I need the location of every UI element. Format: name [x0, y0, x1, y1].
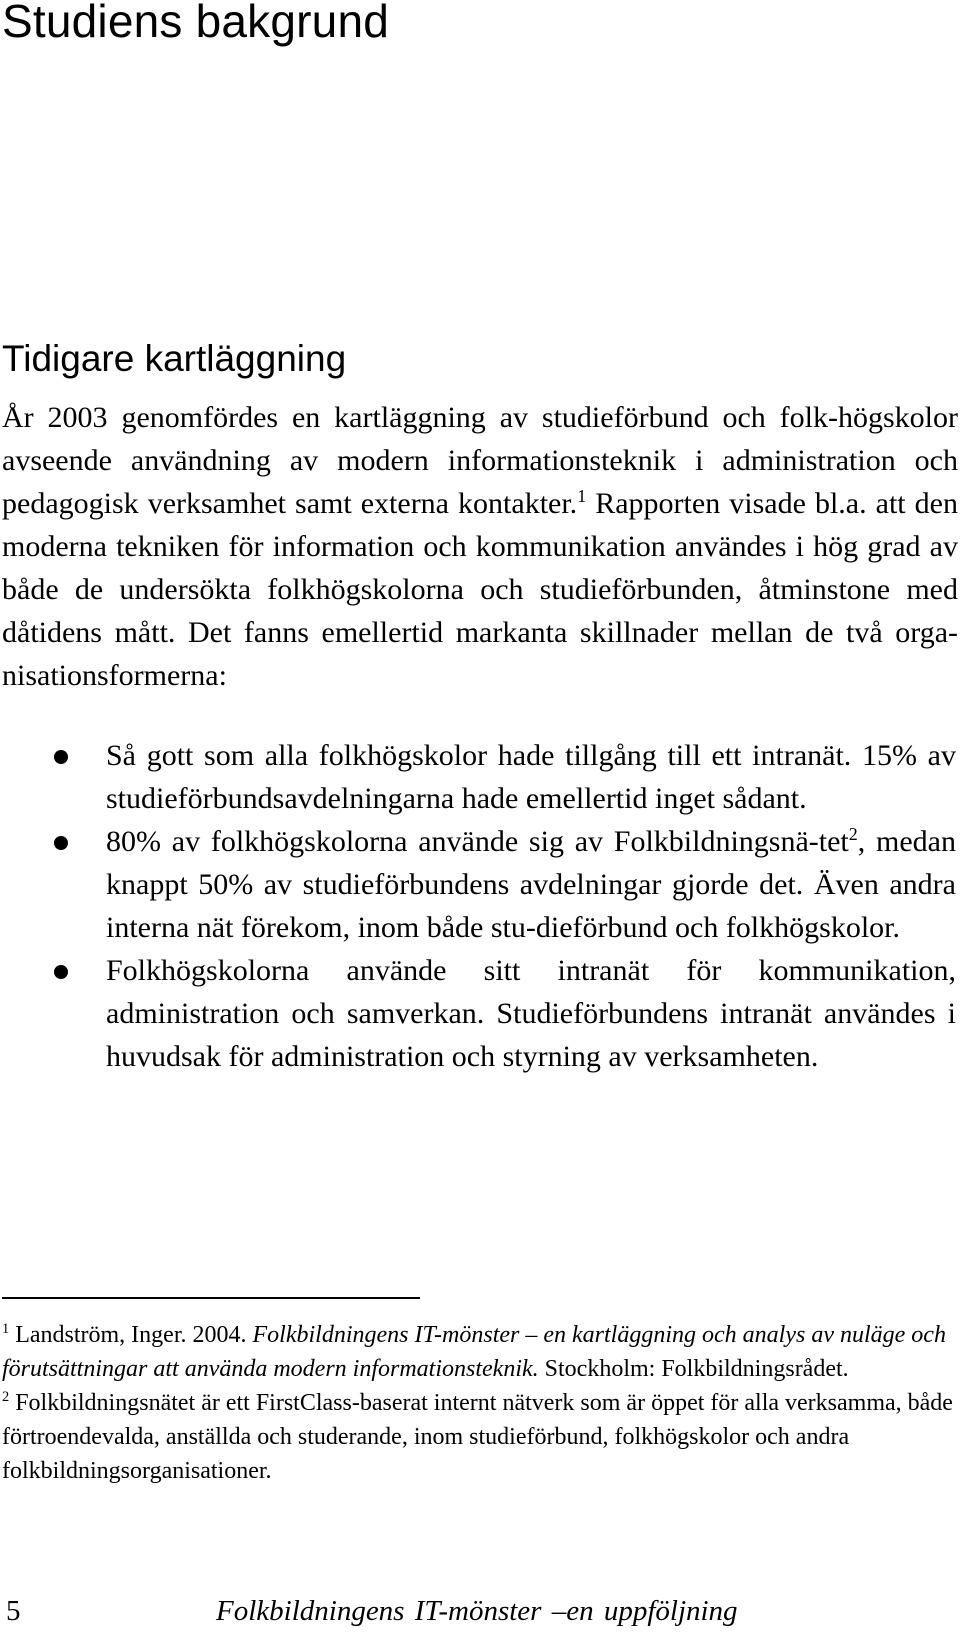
- section-title: Tidigare kartläggning: [2, 338, 347, 379]
- bullet-icon: [54, 750, 68, 764]
- footnote-number: 1: [2, 1321, 10, 1337]
- list-item-text-part1: 80% av folkhögskolorna använde sig av Folkbildningsnä-tet: [106, 825, 849, 858]
- list-item: [0, 820, 956, 949]
- footnotes: [2, 1318, 958, 1488]
- list-item-text-part2: , medan knappt 50% av studieförbundens avdelningar gjorde det. Även andra interna nät förekom, inom både stu-dieförbund och folkhögskolor.: [106, 825, 956, 944]
- list-item: [0, 949, 956, 1078]
- page-number: 5: [6, 1595, 21, 1627]
- footnote-2: [2, 1386, 958, 1488]
- intro-paragraph-part2: Rapporten visade bl.a. att den moderna tekniken för information och kommunikation användes i hög grad av både de undersökta folkhögskolorna och studieförbunden, åtminstone med dåtidens mått. Det fanns emellertid markanta skillnader mellan de två orga-nisationsformerna:: [2, 487, 958, 692]
- intro-paragraph-part1: År 2003 genomfördes en kartläggning av studieförbund och folk-högskolor avseende användning av modern informationsteknik i administration och pedagogisk verksamhet samt externa kontakter.: [2, 401, 958, 520]
- list-item: [0, 734, 956, 820]
- footnote-lead: Landström, Inger. 2004.: [9, 1322, 253, 1348]
- footnote-ref-1[interactable]: 1: [577, 486, 587, 506]
- footnote-tail: Stockholm: Folkbildningsrådet.: [538, 1356, 849, 1382]
- footnote-cited-title: Folkbildningens IT-mönster – en kartläggning och analys av nuläge och förutsättningar att använda modern informationsteknik.: [2, 1322, 946, 1382]
- running-title: Folkbildningens IT-mönster –en uppföljning: [216, 1595, 738, 1627]
- footnote-number: 2: [2, 1389, 10, 1405]
- bullet-icon: [54, 836, 68, 850]
- list-item-text: Folkhögskolorna använde sitt intranät för kommunikation, administration och samverkan. Studieförbundens intranät användes i huvudsak för administration och styrning av verksamheten.: [106, 954, 956, 1073]
- list-item-text: Så gott som alla folkhögskolor hade tillgång till ett intranät. 15% av studieförbundsavdelningarna hade emellertid inget sådant.: [106, 739, 956, 815]
- footnote-ref-2[interactable]: 2: [848, 824, 858, 844]
- findings-list: [0, 734, 956, 1078]
- footnote-separator: [2, 1297, 420, 1299]
- footnote-text: Folkbildningsnätet är ett FirstClass-baserat internt nätverk som är öppet för alla verksamma, både förtroendevalda, anställda och studerande, inom studieförbund, folkhögskolor och andra folkbildningsorganisationer.: [2, 1390, 953, 1484]
- bullet-icon: [54, 965, 68, 979]
- footnote-1: [2, 1318, 958, 1386]
- chapter-title: Studiens bakgrund: [2, 0, 390, 47]
- intro-paragraph: [2, 396, 958, 697]
